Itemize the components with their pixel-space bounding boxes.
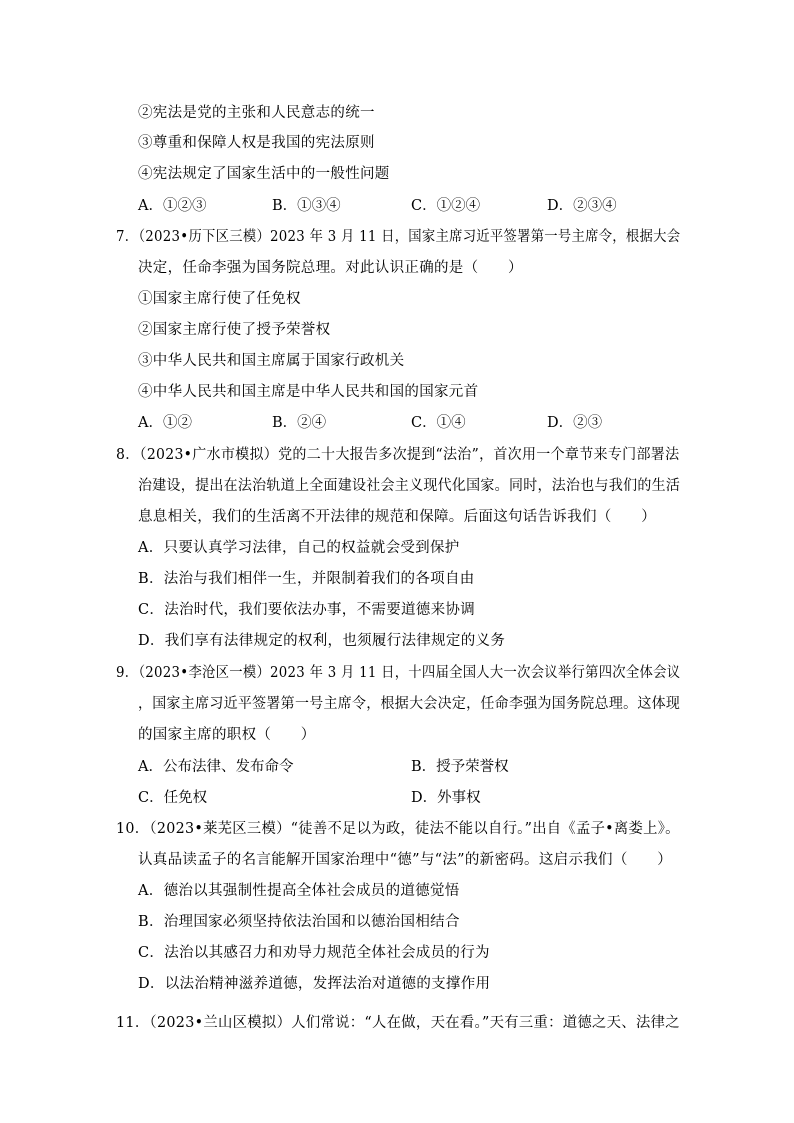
q10-option-a: A．德治以其强制性提高全体社会成员的道德觉悟	[138, 883, 460, 899]
q10-stem-line-2: 认真品读孟子的名言能解开国家治理中“德”与“法”的新密码。这启示我们（ ）	[138, 852, 673, 868]
q7-statement-3: ③中华人民共和国主席属于国家行政机关	[138, 353, 405, 369]
q9-stem-line-3: 的国家主席的职权（ ）	[138, 727, 316, 743]
q8-stem-line-1: 8．（2023•广水市模拟）党的二十大报告多次提到“法治”，首次用一个章节来专门部署法	[116, 447, 680, 463]
q10-option-b: B．治理国家必须坚持依法治国和以德治国相结合	[138, 914, 460, 930]
q6-option-c: C．①②④	[411, 198, 481, 214]
q10-option-c: C．法治以其感召力和劝导力规范全体社会成员的行为	[138, 945, 490, 961]
q9-option-b: B．授予荣誉权	[411, 759, 509, 775]
q7-option-c: C．①④	[411, 415, 466, 431]
q11-stem-line-1: 11．（2023•兰山区模拟）人们常说：“人在做，天在看。”天有三重：道德之天、法律之	[116, 1015, 680, 1031]
q9-stem-line-2: ，国家主席习近平签署第一号主席令，根据大会决定，任命李强为国务院总理。这体现	[138, 696, 681, 712]
q6-statement-3: ③尊重和保障人权是我国的宪法原则	[138, 135, 375, 151]
q10-option-d: D．以法治精神滋养道德，发挥法治对道德的支撑作用	[138, 976, 491, 992]
q7-statement-2: ②国家主席行使了授予荣誉权	[138, 322, 331, 338]
q8-option-b: B．法治与我们相伴一生，并限制着我们的各项自由	[138, 571, 475, 587]
q7-stem-line-2: 决定，任命李强为国务院总理。对此认识正确的是（ ）	[138, 260, 523, 276]
q7-option-a: A．①②	[138, 415, 192, 431]
q7-statement-1: ①国家主席行使了任免权	[138, 291, 301, 307]
q9-option-a: A．公布法律、发布命令	[138, 759, 294, 775]
q8-stem-line-3: 息息相关，我们的生活离不开法律的规范和保障。后面这句话告诉我们（ ）	[138, 509, 656, 525]
q9-option-d: D．外事权	[411, 790, 481, 806]
q6-statement-4: ④宪法规定了国家生活中的一般性问题	[138, 166, 390, 182]
q7-option-d: D．②③	[547, 415, 603, 431]
q8-option-d: D．我们享有法律规定的权利，也须履行法律规定的义务	[138, 633, 506, 649]
q7-option-b: B．②④	[272, 415, 327, 431]
q8-option-c: C．法治时代，我们要依法办事，不需要道德来协调	[138, 602, 475, 618]
q10-stem-line-1: 10．（2023•莱芜区三模）“徒善不足以为政，徒法不能以自行。”出自《孟子•离娄上》。	[116, 821, 680, 837]
q6-option-b: B．①③④	[272, 198, 341, 214]
q6-option-a: A．①②③	[138, 198, 207, 214]
q8-stem-line-2: 治建设，提出在法治轨道上全面建设社会主义现代化国家。同时，法治也与我们的生活	[138, 478, 681, 494]
q9-stem-line-1: 9．（2023•李沧区一模）2023 年 3 月 11 日，十四届全国人大一次会议举行第四次全体会议	[116, 665, 681, 681]
q6-option-d: D．②③④	[547, 198, 617, 214]
q7-stem-line-1: 7．（2023•历下区三模）2023 年 3 月 11 日，国家主席习近平签署第一号主席令，根据大会	[116, 229, 681, 245]
q8-option-a: A．只要认真学习法律，自己的权益就会受到保护	[138, 540, 460, 556]
q7-statement-4: ④中华人民共和国主席是中华人民共和国的国家元首	[138, 384, 479, 400]
q9-option-c: C．任免权	[138, 790, 208, 806]
q6-statement-2: ②宪法是党的主张和人民意志的统一	[138, 105, 375, 121]
